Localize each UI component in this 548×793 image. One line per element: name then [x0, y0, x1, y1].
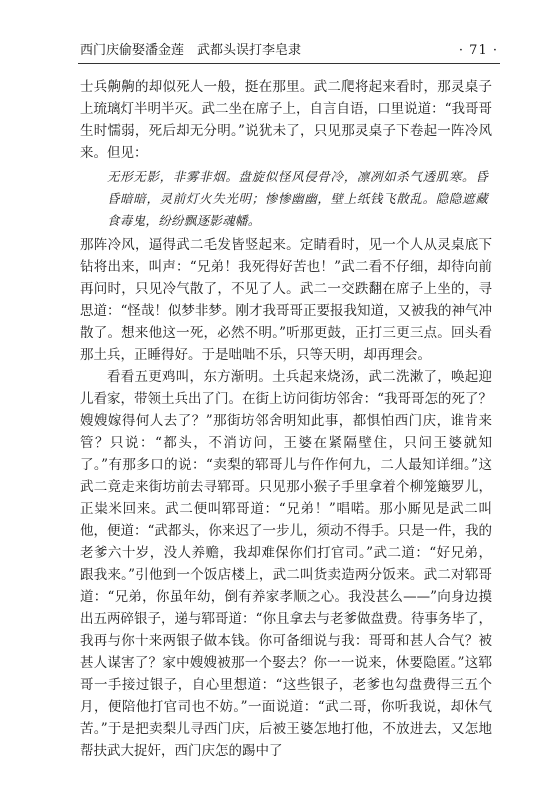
verse-block — [80, 166, 492, 232]
paragraph-2: 那阵冷风，逼得武二毛发皆竖起来。定睛看时，见一个人从灵桌底下钻将出来，叫声：“兄弟！我死得好苦也！”武二看不仔细，却待向前再问时，只见冷气散了，不见了人。武二一交跌翻在席子上坐的，寻思道：“怪哉！似梦非梦。刚才我哥哥正要报我知道，又被我的神气冲散了。想来他这一死，必然不明。”听那更鼓，正打三更三点。回头看那土兵，正睡得好。于是咄咄不乐，只等天明，却再理会。 — [80, 237, 492, 363]
page-body — [80, 76, 492, 762]
verse-text: 无形无影，非雾非烟。盘旋似怪风侵骨冷，凛冽如杀气透肌寒。昏昏暗暗，灵前灯火失光明；惨惨幽幽，壁上纸钱飞散乱。隐隐遮藏食毒鬼，纷纷飘逐影魂幡。 — [107, 169, 488, 228]
page-number: · 71 · — [458, 43, 498, 58]
chapter-title: 西门庆偷娶潘金莲 武都头误打李皂隶 — [80, 43, 302, 58]
header-rule — [78, 63, 500, 64]
running-header — [80, 42, 498, 60]
paragraph-1: 士兵齁齁的却似死人一般，挺在那里。武二爬将起来看时，那灵桌子上琉璃灯半明半灭。武二坐在席子上，自言自语，口里说道：“我哥哥生时懦弱，死后却无分明。”说犹未了，只见那灵桌子下卷起一阵冷风来。但见： — [80, 79, 492, 161]
paragraph-3: 看看五更鸡叫，东方渐明。土兵起来烧汤，武二洗漱了，唤起迎儿看家，带领土兵出了门。在街上访问街坊邻舍：“我哥哥怎的死了？嫂嫂嫁得何人去了？”那街坊邻舍明知此事，都惧怕西门庆，谁肯来管？只说：“都头，不消访问，王婆在紧隔壁住，只问王婆就知了。”有那多口的说：“卖梨的郓哥儿与仵作何九，二人最知详细。”这武二竟走来街坊前去寻郓哥。只见那小猴子手里拿着个柳笼簸罗儿，正粜米回来。武二便叫郓哥道：“兄弟！”唱喏。那小厮见是武二叫他，便道：“武都头，你来迟了一步儿，须动不得手。只是一件，我的老爹六十岁，没人养赡，我却难保你们打官司。”武二道：“好兄弟，跟我来。”引他到一个饭店楼上，武二叫货卖造两分饭来。武二对郓哥道：“兄弟，你虽年幼，倒有养家孝顺之心。我没甚么——”向身边摸出五两碎银子，递与郓哥道：“你且拿去与老爹做盘费。待事务毕了，我再与你十来两银子做本钱。你可备细说与我：哥哥和甚人合气？被甚人谋害了？家中嫂嫂被那一个娶去？你一一说来，休要隐匿。”这郓哥一手接过银子，自心里想道：“这些银子，老爹也勾盘费得三五个月，便陪他打官司也不妨。”一面说道：“武二哥，你听我说，却休气苦。”于是把卖梨儿寻西门庆，后被王婆怎地打他，不放进去，又怎地帮扶武大捉奸，西门庆怎的踢中了 — [80, 369, 492, 759]
